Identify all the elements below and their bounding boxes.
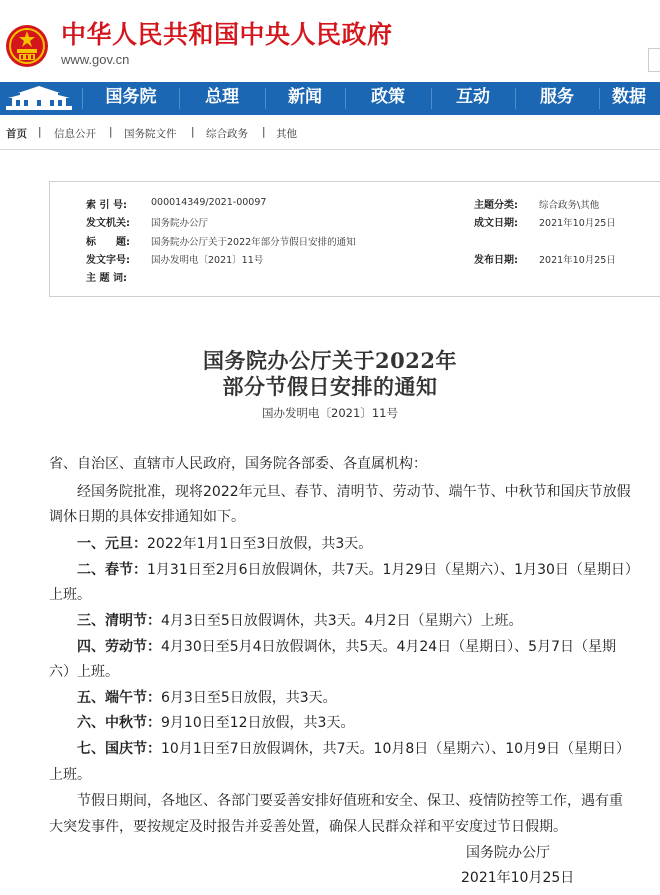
- item-qingming: [49, 610, 649, 630]
- breadcrumb-state-council-docs[interactable]: 国务院文件: [124, 128, 177, 140]
- breadcrumb: [0, 115, 660, 150]
- nav-item-service[interactable]: 服务: [540, 87, 574, 107]
- title-label: 标 题:: [86, 237, 130, 248]
- signature: 国务院办公厅: [466, 845, 550, 861]
- item-spring-festival: [49, 559, 649, 579]
- title-value: 国务院办公厅关于2022年部分节假日安排的通知: [151, 237, 356, 248]
- breadcrumb-separator: |: [38, 126, 42, 138]
- index-label: 索 引 号:: [86, 200, 127, 211]
- closing-line-1: 节假日期间，各地区、各部门要妥善安排好值班和安全、保卫、疫情防控等工作，遇有重: [49, 793, 623, 809]
- breadcrumb-separator: |: [191, 126, 195, 138]
- item-national-day: [49, 738, 649, 758]
- item-dragon-boat: [49, 687, 649, 707]
- keywords-label: 主 题 词:: [86, 273, 127, 284]
- nav-item-premier[interactable]: 总理: [205, 87, 239, 107]
- document-title-line-2: 部分节假日安排的通知: [222, 374, 438, 399]
- nav-item-data[interactable]: 数据: [612, 87, 646, 107]
- site-url[interactable]: www.gov.cn: [61, 52, 130, 67]
- item-text: 2022年1月1日至3日放假，共3天。: [147, 536, 373, 552]
- breadcrumb-home[interactable]: 首页: [6, 128, 27, 140]
- item-heading: 四、劳动节：: [49, 639, 161, 655]
- document-info-table: [49, 181, 660, 297]
- site-title[interactable]: 中华人民共和国中央人民政府: [61, 20, 393, 49]
- item-text: 4月3日至5日放假调休，共3天。4月2日（星期六）上班。: [161, 613, 523, 629]
- closing-line-2: 大突发事件，要按规定及时报告并妥善处置，确保人民群众祥和平安度过节日假期。: [49, 819, 567, 835]
- item-new-year: [49, 533, 649, 553]
- item-national-day-cont: 上班。: [49, 767, 91, 783]
- item-labor-day: [49, 636, 649, 656]
- date-written-label: 成文日期:: [474, 218, 518, 229]
- salutation: 省、自治区、直辖市人民政府，国务院各部委、各直属机构：: [49, 456, 427, 472]
- item-text: 9月10日至12日放假，共3天。: [161, 715, 355, 731]
- site-header: [0, 0, 660, 82]
- publish-date-value: 2021年10月25日: [539, 255, 616, 266]
- item-heading: 七、国庆节：: [49, 741, 161, 757]
- doc-number-value: 国办发明电〔2021〕11号: [151, 255, 264, 266]
- document-number: 国办发明电〔2021〕11号: [262, 406, 398, 420]
- main-nav: [0, 82, 660, 115]
- item-heading: 六、中秋节：: [49, 715, 161, 731]
- doc-number-label: 发文字号:: [86, 255, 130, 266]
- document-title-line-1: 国务院办公厅关于2022年: [203, 348, 457, 373]
- topic-value: 综合政务\其他: [539, 200, 600, 211]
- item-text: 4月30日至5月4日放假调休，共5天。4月24日（星期日）、5月7日（星期: [161, 639, 616, 655]
- topic-label: 主题分类:: [474, 200, 518, 211]
- breadcrumb-info-disclosure[interactable]: 信息公开: [54, 128, 96, 140]
- breadcrumb-general-affairs[interactable]: 综合政务: [206, 128, 248, 140]
- issuer-value: 国务院办公厅: [151, 218, 209, 229]
- item-heading: 三、清明节：: [49, 613, 161, 629]
- breadcrumb-other[interactable]: 其他: [276, 128, 297, 140]
- nav-item-state-council[interactable]: 国务院: [105, 87, 157, 107]
- item-mid-autumn: [49, 712, 649, 732]
- item-heading: 一、元旦：: [49, 536, 147, 552]
- nav-divider: [599, 88, 600, 109]
- intro-line-1: 经国务院批准，现将2022年元旦、春节、清明节、劳动节、端午节、中秋节和国庆节放假: [49, 484, 631, 500]
- national-emblem-icon[interactable]: [5, 24, 49, 68]
- item-heading: 二、春节：: [49, 562, 147, 578]
- item-text: 1月31日至2月6日放假调休，共7天。1月29日（星期六）、1月30日（星期日）: [147, 562, 639, 578]
- publish-date-label: 发布日期:: [474, 255, 518, 266]
- search-input[interactable]: [648, 48, 660, 72]
- item-text: 10月1日至7日放假调休，共7天。10月8日（星期六）、10月9日（星期日）: [161, 741, 630, 757]
- item-spring-festival-cont: 上班。: [49, 587, 91, 603]
- issuer-label: 发文机关:: [86, 218, 130, 229]
- tiananmen-icon[interactable]: [0, 82, 78, 115]
- date-written-value: 2021年10月25日: [539, 218, 616, 229]
- nav-item-policy[interactable]: 政策: [371, 87, 405, 107]
- breadcrumb-separator: |: [109, 126, 113, 138]
- nav-divider: [82, 88, 83, 109]
- item-text: 6月3日至5日放假，共3天。: [161, 690, 337, 706]
- nav-item-news[interactable]: 新闻: [288, 87, 322, 107]
- item-heading: 五、端午节：: [49, 690, 161, 706]
- item-labor-day-cont: 六）上班。: [49, 664, 119, 680]
- breadcrumb-separator: |: [262, 126, 266, 138]
- signature-date: 2021年10月25日: [461, 870, 575, 886]
- intro-line-2: 调休日期的具体安排通知如下。: [49, 509, 245, 525]
- index-value: 000014349/2021-00097: [151, 197, 267, 208]
- nav-item-interaction[interactable]: 互动: [456, 87, 490, 107]
